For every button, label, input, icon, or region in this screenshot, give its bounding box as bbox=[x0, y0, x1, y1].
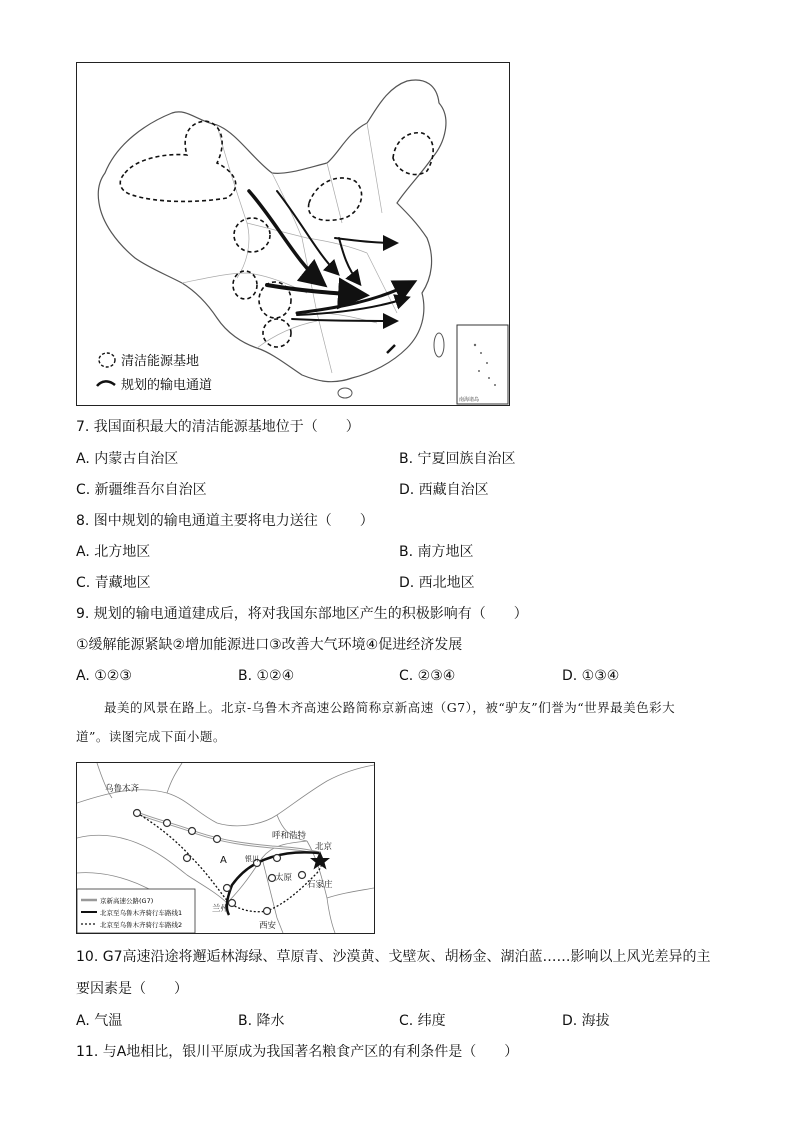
intro-paragraph bbox=[76, 693, 716, 751]
legend-arrow-icon bbox=[97, 381, 115, 386]
legend-clean-energy: 清洁能源基地 bbox=[121, 354, 200, 369]
label-yinchuan: 银川 bbox=[245, 855, 259, 863]
q7-option-a: A. 内蒙古自治区 bbox=[76, 451, 179, 467]
legend-transmission: 规划的输电通道 bbox=[121, 378, 213, 393]
g7-highway-map-svg bbox=[77, 763, 374, 933]
q9-option-b: B. ①②④ bbox=[238, 668, 295, 684]
label-taiyuan: 太原 bbox=[275, 873, 293, 883]
label-a: A bbox=[220, 855, 227, 866]
q9-option-c: C. ②③④ bbox=[399, 668, 456, 684]
q9-items: ①缓解能源紧缺②增加能源进口③改善大气环境④促进经济发展 bbox=[76, 637, 463, 653]
q9-stem: 9. 规划的输电通道建成后，将对我国东部地区产生的积极影响有（ ） bbox=[76, 606, 528, 622]
base-qinghai bbox=[233, 271, 257, 299]
label-beijing: 北京 bbox=[315, 842, 333, 852]
q8-option-b: B. 南方地区 bbox=[399, 544, 474, 560]
hainan-island bbox=[338, 388, 352, 398]
q7-option-b: B. 宁夏回族自治区 bbox=[399, 451, 516, 467]
q8-option-c: C. 青藏地区 bbox=[76, 575, 151, 591]
label-xian: 西安 bbox=[259, 921, 277, 931]
taiwan-island bbox=[434, 333, 444, 357]
q8-option-d: D. 西北地区 bbox=[399, 575, 475, 591]
label-hohhot: 呼和浩特 bbox=[272, 831, 307, 841]
q10-stem-line-2: 要因素是（ ） bbox=[76, 981, 188, 997]
q8-stem: 8. 图中规划的输电通道主要将电力送往（ ） bbox=[76, 513, 374, 529]
q9-option-d: D. ①③④ bbox=[562, 668, 620, 684]
q7-option-d: D. 西藏自治区 bbox=[399, 482, 489, 498]
legend-route2: 北京至乌鲁木齐骑行车路线2 bbox=[100, 921, 183, 929]
base-yunnan bbox=[263, 319, 291, 347]
clean-energy-bases bbox=[120, 121, 433, 347]
inset-label: 南海诸岛 bbox=[459, 397, 480, 403]
base-heilongjiang bbox=[393, 133, 433, 175]
route-1-line bbox=[227, 852, 319, 915]
q10-option-c: C. 纬度 bbox=[399, 1013, 446, 1029]
transmission-arrows bbox=[249, 191, 412, 321]
label-lanzhou: 兰州 bbox=[212, 904, 230, 914]
q8-option-a: A. 北方地区 bbox=[76, 544, 151, 560]
q7-stem: 7. 我国面积最大的清洁能源基地位于（ ） bbox=[76, 419, 360, 435]
legend-dashed-circle-icon bbox=[99, 353, 115, 367]
china-energy-map bbox=[76, 62, 510, 406]
legend-route1: 北京至乌鲁木齐骑行车路线1 bbox=[100, 909, 183, 917]
q10-stem-line-1: 10. G7高速沿途将邂逅林海绿、草原青、沙漠黄、戈壁灰、胡杨金、湖泊蓝……影响以上风光差异的主 bbox=[76, 949, 711, 965]
legend-g7: 京新高速公路(G7) bbox=[100, 897, 154, 905]
intro-line-1: 最美的风景在路上。北京-乌鲁木齐高速公路简称京新高速（G7），被“驴友”们誉为“世界最美色彩大 bbox=[104, 700, 676, 715]
china-outline bbox=[98, 80, 446, 382]
q10-option-d: D. 海拔 bbox=[562, 1013, 610, 1029]
label-shijiazhuang: 石家庄 bbox=[307, 880, 333, 890]
china-energy-map-svg bbox=[77, 63, 509, 405]
q9-option-a: A. ①②③ bbox=[76, 668, 132, 684]
label-urumqi: 乌鲁木齐 bbox=[105, 784, 140, 794]
q10-option-a: A. 气温 bbox=[76, 1013, 123, 1029]
inset-box bbox=[457, 325, 508, 404]
q11-stem: 11. 与A地相比，银川平原成为我国著名粮食产区的有利条件是（ ） bbox=[76, 1044, 519, 1060]
intro-line-2: 道”。读图完成下面小题。 bbox=[76, 729, 226, 744]
base-gansu bbox=[234, 218, 270, 252]
q7-option-c: C. 新疆维吾尔自治区 bbox=[76, 482, 207, 498]
guangdong-channel bbox=[387, 345, 395, 353]
base-ningxia-nm bbox=[309, 178, 362, 220]
q10-option-b: B. 降水 bbox=[238, 1013, 285, 1029]
g7-highway-map bbox=[76, 762, 375, 934]
